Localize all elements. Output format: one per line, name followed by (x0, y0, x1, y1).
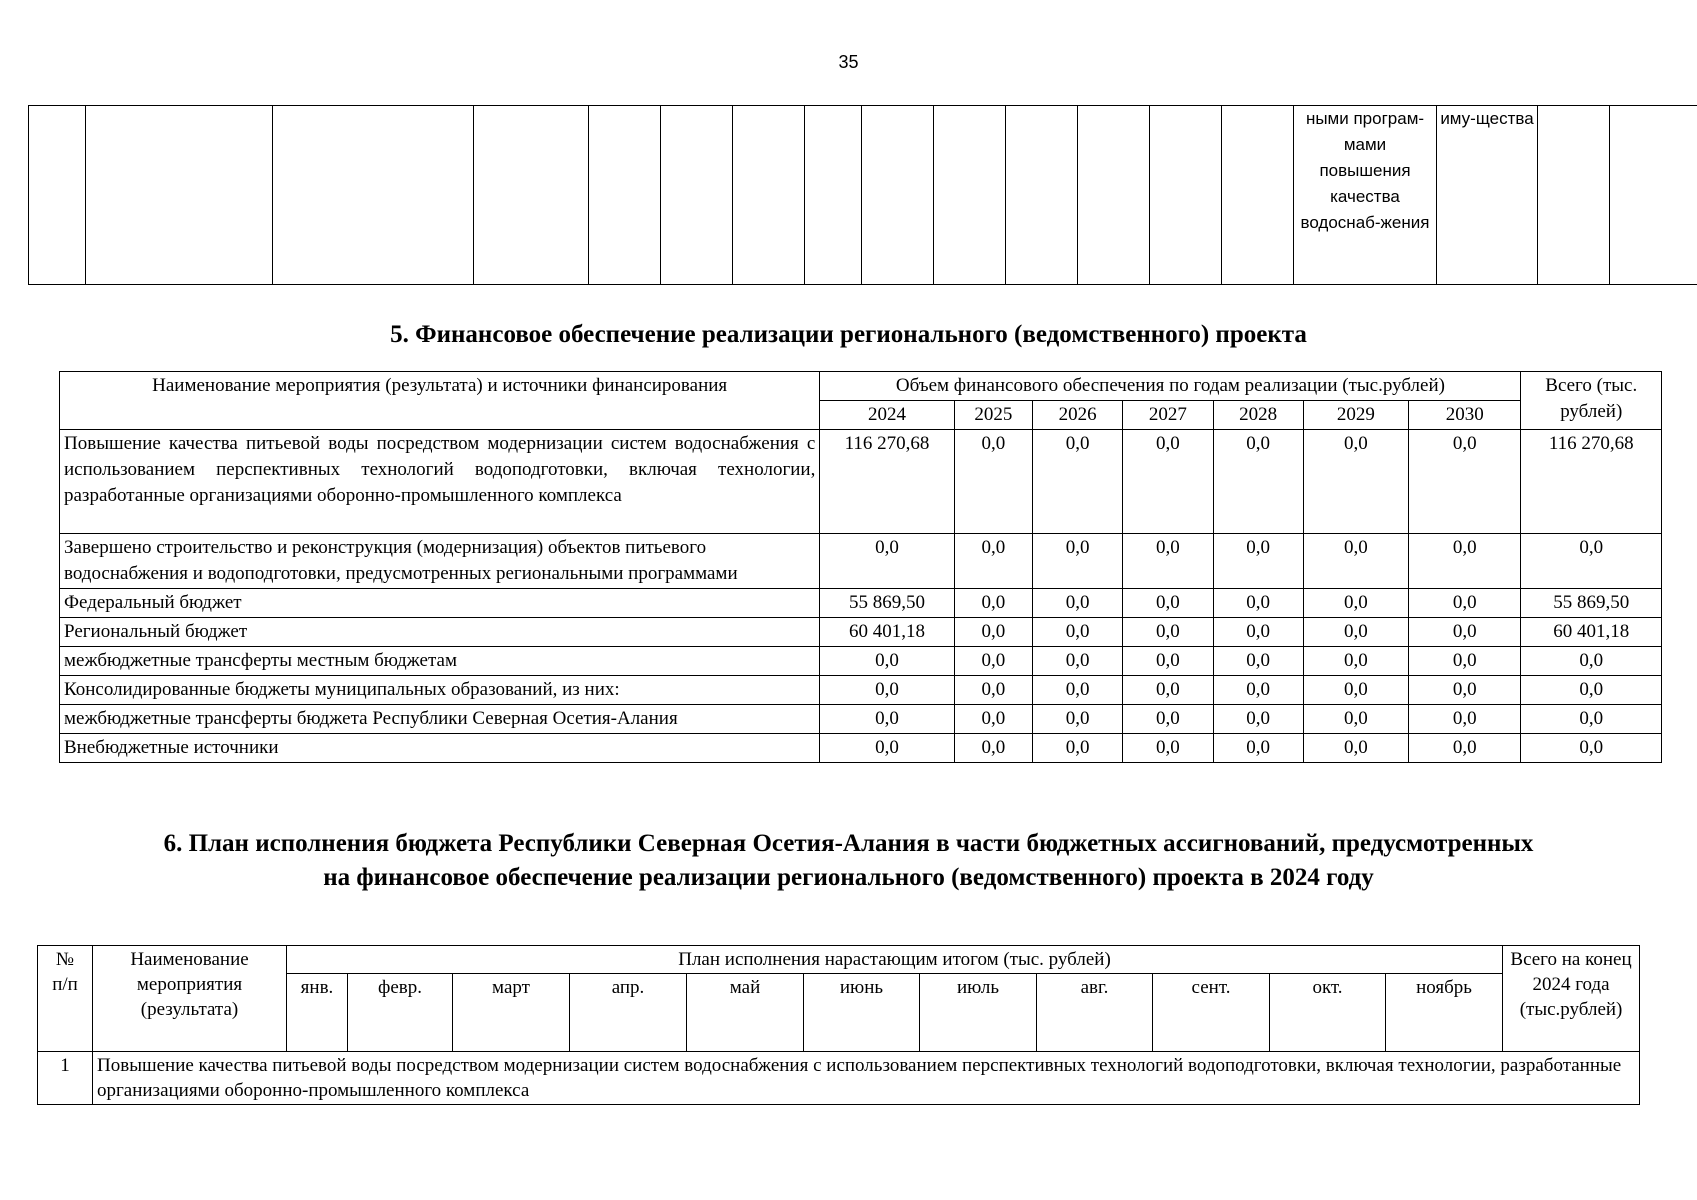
table-cell (862, 106, 934, 285)
row-value: 0,0 (1303, 676, 1408, 705)
section-5-heading: 5. Финансовое обеспечение реализации регионального (ведомственного) проекта (390, 321, 1307, 348)
row-value: 0,0 (1123, 734, 1213, 763)
row-value: 0,0 (1409, 647, 1521, 676)
row-total: 0,0 (1521, 676, 1662, 705)
row-total: 55 869,50 (1521, 589, 1662, 618)
header-month: апр. (570, 974, 687, 1052)
table-cell: иму-щества (1437, 106, 1538, 285)
table-cell (661, 106, 733, 285)
table-cell: ными програм-мами повышения качества водоснаб-жения (1294, 106, 1437, 285)
row-name-text: Завершено строительство и реконструкция (модернизация) объектов питьевого водоснабжения и водоподготовки, предусмотренных региональными программами (64, 537, 738, 584)
row-num: 1 (38, 1052, 93, 1105)
row-value: 0,0 (1409, 534, 1521, 589)
row-value: 0,0 (1123, 618, 1213, 647)
header-year: 2025 (954, 401, 1032, 430)
table-row (60, 534, 1662, 589)
row-total: 116 270,68 (1521, 430, 1662, 534)
header-month: июль (920, 974, 1037, 1052)
row-value: 0,0 (1123, 705, 1213, 734)
header-month: февр. (348, 974, 453, 1052)
row-value: 116 270,68 (820, 430, 954, 534)
row-value: 0,0 (1303, 430, 1408, 534)
row-value: 0,0 (1303, 589, 1408, 618)
table-cell (1222, 106, 1294, 285)
row-value: 0,0 (1409, 705, 1521, 734)
row-value: 0,0 (1303, 705, 1408, 734)
row-value: 0,0 (954, 618, 1032, 647)
row-value: 0,0 (1032, 430, 1122, 534)
row-value: 0,0 (820, 705, 954, 734)
row-value: 0,0 (1032, 676, 1122, 705)
table-cell (1610, 106, 1697, 285)
row-value: 0,0 (954, 534, 1032, 589)
row-value: 0,0 (954, 676, 1032, 705)
row-text: Повышение качества питьевой воды посредством модернизации систем водоснабжения с использованием перспективных технологий водоподготовки, включая технологии, разработанные организациями оборонно-промышленного комплекса (93, 1052, 1640, 1105)
table-cell (589, 106, 661, 285)
row-total: 0,0 (1521, 647, 1662, 676)
row-name: Внебюджетные источники (60, 734, 820, 763)
header-name-col: Наименование мероприятия (результата) и источники финансирования (60, 372, 820, 430)
row-value: 0,0 (1303, 534, 1408, 589)
row-value: 0,0 (1032, 647, 1122, 676)
table-row (60, 705, 1662, 734)
header-total-col: Всего (тыс. рублей) (1521, 372, 1662, 430)
table-cell (1078, 106, 1150, 285)
header-volume-col: Объем финансового обеспечения по годам реализации (тыс.рублей) (820, 372, 1521, 401)
table-cell (1538, 106, 1610, 285)
row-total: 60 401,18 (1521, 618, 1662, 647)
row-value: 0,0 (820, 734, 954, 763)
table-row (60, 430, 1662, 534)
row-name: Федеральный бюджет (60, 589, 820, 618)
row-value: 0,0 (1409, 618, 1521, 647)
header-month: ноябрь (1386, 974, 1503, 1052)
row-value: 0,0 (820, 676, 954, 705)
table-cell (273, 106, 474, 285)
header-name-col: Наименование мероприятия (результата) (93, 946, 287, 1052)
table-row (38, 1052, 1640, 1105)
row-value: 0,0 (1303, 647, 1408, 676)
row-value: 0,0 (1213, 676, 1303, 705)
table-row (60, 589, 1662, 618)
row-value: 0,0 (954, 430, 1032, 534)
row-value: 0,0 (954, 647, 1032, 676)
row-name (60, 534, 820, 589)
header-month: окт. (1270, 974, 1386, 1052)
row-value: 0,0 (1123, 676, 1213, 705)
row-value: 0,0 (1409, 734, 1521, 763)
row-name: Повышение качества питьевой воды посредством модернизации систем водоснабжения с использованием перспективных технологий водоподготовки, включая технологии, разработанные организациями оборонно-промышленного комплекса (60, 430, 820, 534)
row-value: 0,0 (1213, 734, 1303, 763)
table-cell (805, 106, 862, 285)
row-value: 0,0 (954, 705, 1032, 734)
table-row (60, 676, 1662, 705)
header-month: янв. (287, 974, 348, 1052)
row-value: 0,0 (1123, 589, 1213, 618)
row-total: 0,0 (1521, 734, 1662, 763)
table-cell (29, 106, 86, 285)
continuation-table (28, 105, 1697, 285)
row-value: 0,0 (1213, 430, 1303, 534)
row-name: Региональный бюджет (60, 618, 820, 647)
row-value: 0,0 (1213, 647, 1303, 676)
row-value: 0,0 (1303, 618, 1408, 647)
table-cell (1150, 106, 1222, 285)
row-value: 0,0 (1123, 534, 1213, 589)
header-num-col (38, 946, 93, 1052)
header-year: 2027 (1123, 401, 1213, 430)
row-value: 0,0 (1213, 534, 1303, 589)
header-plan-col: План исполнения нарастающим итогом (тыс. рублей) (287, 946, 1503, 974)
table-header-row (60, 372, 1662, 401)
row-value: 0,0 (1032, 618, 1122, 647)
header-num-text: № п/п (52, 949, 78, 995)
page-number: 35 (838, 52, 859, 72)
row-value: 0,0 (1123, 647, 1213, 676)
table-row (60, 647, 1662, 676)
header-month: май (687, 974, 804, 1052)
row-value: 55 869,50 (820, 589, 954, 618)
row-name: межбюджетные трансферты местным бюджетам (60, 647, 820, 676)
table-row (60, 618, 1662, 647)
header-month: март (453, 974, 570, 1052)
row-value: 0,0 (1032, 734, 1122, 763)
row-value: 0,0 (954, 589, 1032, 618)
header-year: 2028 (1213, 401, 1303, 430)
row-value: 0,0 (1409, 589, 1521, 618)
section-6-heading-text: 6. План исполнения бюджета Республики Северная Осетия-Алания в части бюджетных ассигнований, предусмотренных на финансовое обеспечение реализации регионального (ведомственного) проекта в 2024 году (163, 830, 1534, 891)
table-cell (86, 106, 273, 285)
row-name: Консолидированные бюджеты муниципальных образований, из них: (60, 676, 820, 705)
row-value: 0,0 (1409, 676, 1521, 705)
row-total: 0,0 (1521, 705, 1662, 734)
row-value: 0,0 (1213, 705, 1303, 734)
row-value: 0,0 (820, 534, 954, 589)
row-value: 0,0 (1213, 618, 1303, 647)
table-row (29, 106, 1697, 285)
table-cell (733, 106, 805, 285)
header-month: авг. (1037, 974, 1153, 1052)
budget-plan-table (37, 945, 1640, 1105)
row-value: 0,0 (1213, 589, 1303, 618)
row-value: 0,0 (1032, 705, 1122, 734)
row-value: 0,0 (1032, 534, 1122, 589)
financing-table (59, 371, 1662, 763)
header-year: 2029 (1303, 401, 1408, 430)
header-month: июнь (804, 974, 920, 1052)
row-value: 0,0 (1032, 589, 1122, 618)
row-value: 0,0 (1123, 430, 1213, 534)
table-cell (474, 106, 589, 285)
table-cell (1006, 106, 1078, 285)
row-value: 0,0 (954, 734, 1032, 763)
header-year: 2024 (820, 401, 954, 430)
header-total-col: Всего на конец 2024 года (тыс.рублей) (1503, 946, 1640, 1052)
section-6-heading (0, 827, 1697, 895)
header-month: сент. (1153, 974, 1270, 1052)
table-row (60, 734, 1662, 763)
table-header-row (38, 946, 1640, 974)
header-year: 2026 (1032, 401, 1122, 430)
row-value: 0,0 (1303, 734, 1408, 763)
header-year: 2030 (1409, 401, 1521, 430)
table-cell (934, 106, 1006, 285)
row-name: межбюджетные трансферты бюджета Республики Северная Осетия-Алания (60, 705, 820, 734)
row-value: 60 401,18 (820, 618, 954, 647)
row-value: 0,0 (820, 647, 954, 676)
row-total: 0,0 (1521, 534, 1662, 589)
row-value: 0,0 (1409, 430, 1521, 534)
